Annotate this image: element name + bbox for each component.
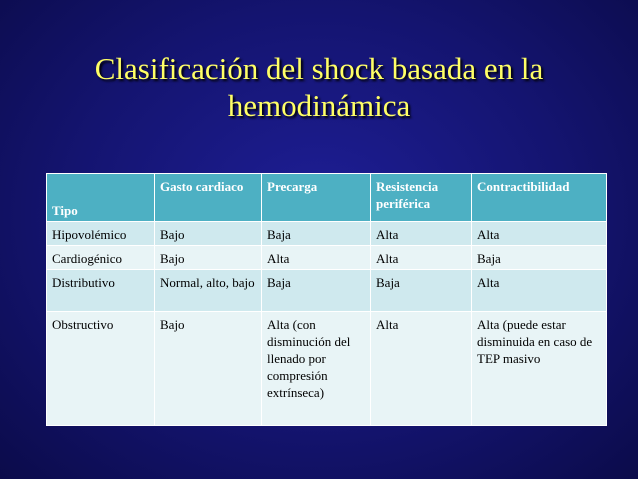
table-cell: Baja bbox=[371, 270, 472, 312]
table-row bbox=[47, 222, 607, 246]
table-cell: Alta (con disminución del llenado por compresión extrínseca) bbox=[262, 312, 371, 426]
table-row bbox=[47, 312, 607, 426]
shock-classification-table bbox=[46, 173, 607, 426]
table-cell: Baja bbox=[262, 222, 371, 246]
table-cell: Hipovolémico bbox=[47, 222, 155, 246]
table-cell: Alta bbox=[472, 222, 607, 246]
table-cell: Alta bbox=[371, 312, 472, 426]
table-cell: Alta (puede estar disminuida en caso de TEP masivo bbox=[472, 312, 607, 426]
header-cell: Tipo bbox=[47, 174, 155, 222]
table-cell: Alta bbox=[262, 246, 371, 270]
slide-title bbox=[30, 50, 608, 124]
table-cell: Cardiogénico bbox=[47, 246, 155, 270]
table-cell: Alta bbox=[472, 270, 607, 312]
table-cell: Bajo bbox=[155, 222, 262, 246]
table-row bbox=[47, 270, 607, 312]
slide-title-line-2: hemodinámica bbox=[227, 88, 411, 123]
header-cell: Resistencia periférica bbox=[371, 174, 472, 222]
header-cell: Contractibilidad bbox=[472, 174, 607, 222]
table-cell: Distributivo bbox=[47, 270, 155, 312]
table-cell: Normal, alto, bajo bbox=[155, 270, 262, 312]
table-header-row bbox=[47, 174, 607, 222]
header-cell: Precarga bbox=[262, 174, 371, 222]
table-cell: Obstructivo bbox=[47, 312, 155, 426]
header-cell: Gasto cardiaco bbox=[155, 174, 262, 222]
table-cell: Alta bbox=[371, 222, 472, 246]
table-cell: Baja bbox=[472, 246, 607, 270]
table-row bbox=[47, 246, 607, 270]
table-cell: Baja bbox=[262, 270, 371, 312]
slide-title-line-1: Clasificación del shock basada en la bbox=[94, 51, 544, 86]
table-cell: Bajo bbox=[155, 246, 262, 270]
table-cell: Alta bbox=[371, 246, 472, 270]
table-cell: Bajo bbox=[155, 312, 262, 426]
